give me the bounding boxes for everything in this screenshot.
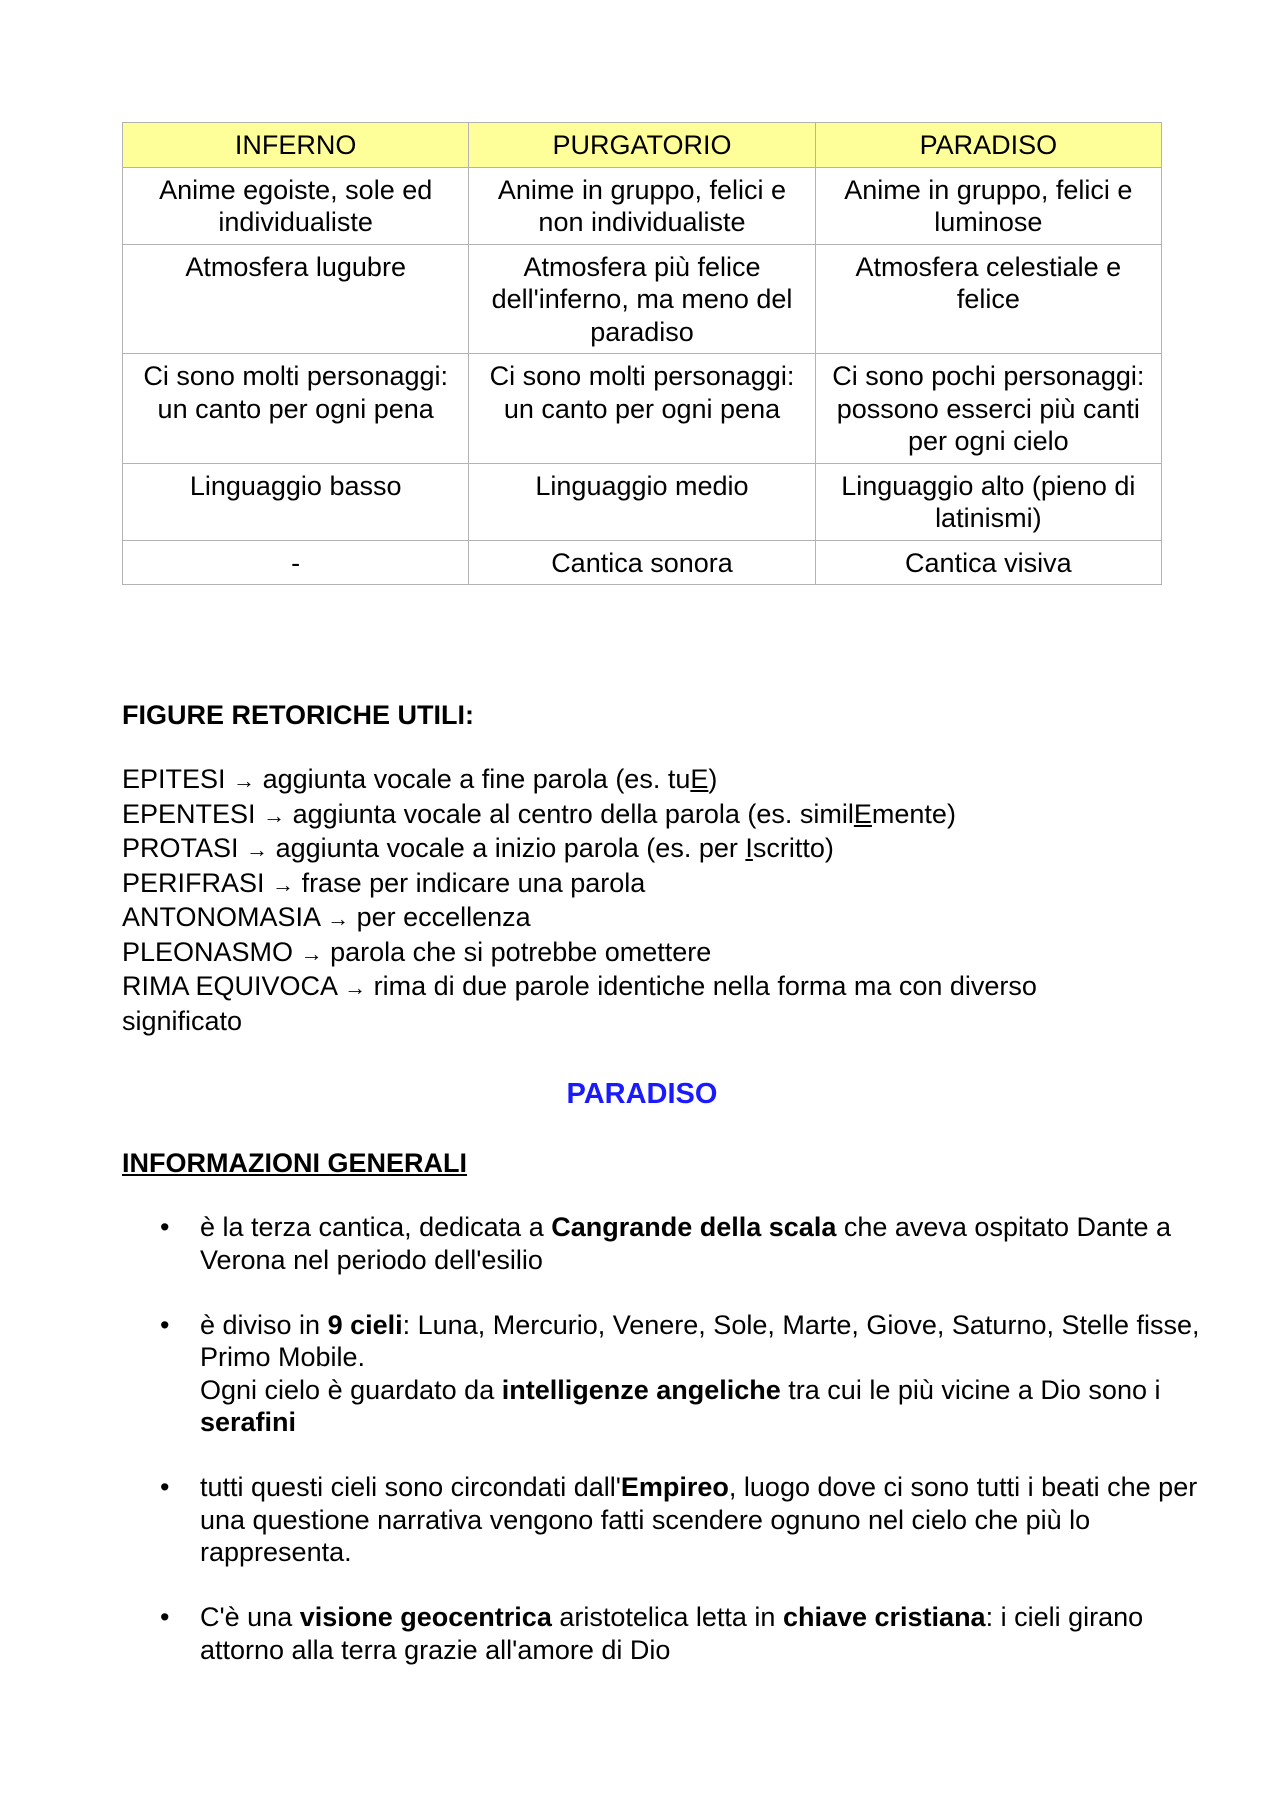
bullet-bold-text: chiave cristiana (782, 1602, 986, 1632)
table-cell: Atmosfera più felice dell'inferno, ma meno del paradiso (469, 244, 815, 354)
figure-definition-end: scritto) (752, 833, 834, 863)
arrow-right-icon: → (272, 871, 295, 897)
bullet-text: : Luna, Mercurio, Venere, Sole, Marte, Giove, Saturno, Stelle fisse, Primo Mobile. (200, 1309, 1200, 1372)
figure-term: EPENTESI (122, 798, 256, 829)
list-item (122, 1601, 1200, 1666)
table-cell: Cantica visiva (815, 540, 1161, 585)
table-cell: Linguaggio alto (pieno di latinismi) (815, 463, 1161, 540)
table-row (123, 244, 1162, 354)
bullet-bold-text: intelligenze angeliche (501, 1374, 781, 1405)
table-row (123, 354, 1162, 464)
list-item (122, 1309, 1200, 1439)
figure-term: ANTONOMASIA (122, 902, 320, 932)
list-item (122, 1211, 1200, 1276)
figure-term: RIMA EQUIVOCA (122, 971, 337, 1001)
bullet-text: che aveva ospitato Dante a Verona nel periodo dell'esilio (200, 1212, 1172, 1275)
table-cell: Ci sono molti personaggi: un canto per ogni pena (469, 354, 815, 464)
table-header-row (123, 123, 1162, 168)
figure-term: PROTASI (122, 833, 239, 863)
document-page (122, 122, 1200, 1699)
list-item (122, 970, 1162, 1037)
header-purgatorio: PURGATORIO (469, 123, 815, 168)
bullet-bold-text: 9 cieli (327, 1309, 403, 1340)
figure-term: PLEONASMO (122, 936, 294, 967)
arrow-right-icon: → (233, 768, 256, 793)
subheading-informazioni-generali: INFORMAZIONI GENERALI (122, 1148, 467, 1178)
table-cell: Atmosfera celestiale e felice (815, 244, 1161, 354)
figure-definition: parola che si potrebbe omettere (330, 936, 712, 967)
arrow-right-icon: → (246, 837, 269, 862)
table-cell: Anime in gruppo, felici e non individualiste (469, 167, 815, 244)
bullet-icon: • (160, 1212, 170, 1242)
bullet-icon: • (160, 1602, 170, 1632)
table-cell: Anime in gruppo, felici e luminose (815, 167, 1161, 244)
bullet-bold-text: serafini (200, 1407, 297, 1437)
figure-definition: aggiunta vocale a inizio parola (es. per (275, 833, 746, 863)
table-row (123, 540, 1162, 585)
arrow-right-icon: → (327, 906, 350, 931)
list-item (122, 1471, 1200, 1569)
bullet-bold-text: visione geocentrica (299, 1602, 552, 1632)
list-item (122, 832, 1162, 867)
figures-heading: FIGURE RETORICHE UTILI: (122, 700, 475, 730)
bullet-text: , luogo dove ci sono tutti i beati che per una questione narrativa vengono fatti scendere ognuno nel cielo che più lo rappresenta. (200, 1472, 1198, 1567)
bullet-text: : i cieli girano attorno alla terra grazie all'amore di Dio (200, 1602, 1144, 1665)
list-item (122, 936, 1162, 971)
comparison-table (122, 122, 1162, 585)
bullet-text: C'è una (200, 1602, 300, 1632)
figure-term: EPITESI (122, 764, 226, 794)
list-item (122, 798, 1162, 833)
figure-underlined-letter: E (690, 764, 709, 794)
figures-list (122, 763, 1162, 1037)
bullet-bold-text: Empireo (620, 1472, 729, 1502)
arrow-right-icon: → (300, 940, 323, 966)
bullet-bold-text: Cangrande della scala (551, 1212, 837, 1242)
figure-underlined-letter: E (853, 798, 872, 829)
figure-definition: aggiunta vocale a fine parola (es. tu (262, 764, 691, 794)
table-cell: Linguaggio medio (469, 463, 815, 540)
bullet-text: tra cui le più vicine a Dio sono i (780, 1374, 1161, 1405)
table-cell: Ci sono pochi personaggi: possono esserci più canti per ogni cielo (815, 354, 1161, 464)
bullet-text: è la terza cantica, dedicata a (200, 1212, 552, 1242)
bullet-icon: • (160, 1309, 170, 1340)
header-inferno: INFERNO (123, 123, 469, 168)
list-item (122, 867, 1162, 902)
table-row (123, 463, 1162, 540)
list-item (122, 763, 1162, 798)
bullet-text: tutti questi cieli sono circondati dall' (200, 1472, 621, 1502)
bullet-text: aristotelica letta in (551, 1602, 783, 1632)
figure-underlined-letter: I (745, 833, 753, 863)
figure-definition: aggiunta vocale al centro della parola (es. simil (292, 798, 854, 829)
table-cell: Ci sono molti personaggi: un canto per ogni pena (123, 354, 469, 464)
table-cell: Atmosfera lugubre (123, 244, 469, 354)
figure-definition-end: ) (708, 764, 718, 794)
list-item (122, 901, 1162, 936)
table-cell: Anime egoiste, sole ed individualiste (123, 167, 469, 244)
figure-definition-end: mente) (871, 798, 956, 829)
figure-definition: rima di due parole identiche nella forma ma con diverso significato (122, 971, 1037, 1036)
table-cell: Cantica sonora (469, 540, 815, 585)
bullet-text: Ogni cielo è guardato da (200, 1374, 502, 1405)
bullet-text: è diviso in (200, 1309, 328, 1340)
table-cell: Linguaggio basso (123, 463, 469, 540)
figure-definition: per eccellenza (356, 902, 531, 932)
arrow-right-icon: → (263, 802, 286, 828)
header-paradiso: PARADISO (815, 123, 1161, 168)
section-title-paradiso: PARADISO (566, 1078, 718, 1110)
figure-definition: frase per indicare una parola (301, 867, 646, 898)
table-cell: - (123, 540, 469, 585)
figure-term: PERIFRASI (122, 867, 265, 898)
info-bullet-list (122, 1211, 1200, 1666)
arrow-right-icon: → (344, 975, 367, 1000)
table-row (123, 167, 1162, 244)
bullet-icon: • (160, 1472, 170, 1502)
